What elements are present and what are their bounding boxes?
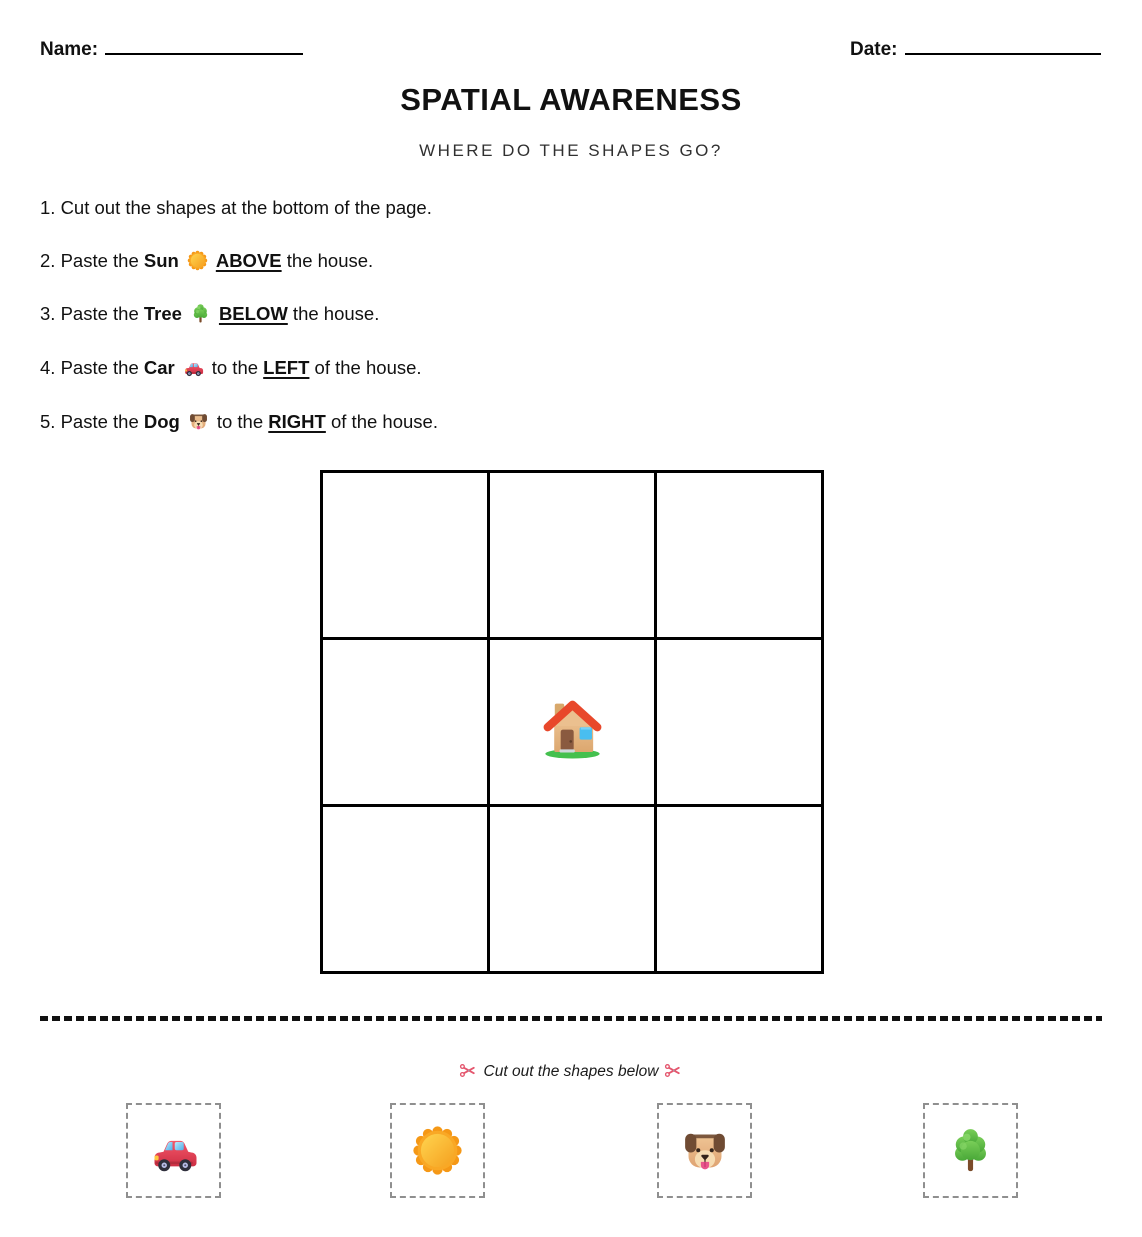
grid-cell-middle-right[interactable] — [656, 639, 823, 806]
page-title: SPATIAL AWARENESS — [400, 82, 742, 117]
grid-cell-top-left[interactable] — [322, 472, 489, 639]
instruction-4 — [40, 356, 422, 379]
car-icon — [147, 1124, 201, 1178]
placement-grid — [320, 470, 824, 974]
dog-icon — [678, 1124, 732, 1178]
instruction-5 — [40, 410, 438, 433]
cut-caption — [0, 1061, 1142, 1081]
grid-cell-middle-left[interactable] — [322, 639, 489, 806]
instruction-3-keyword: BELOW — [218, 303, 288, 324]
tree-icon — [944, 1124, 997, 1177]
scissors-icon — [664, 1061, 683, 1080]
cutout-piece-tree[interactable] — [923, 1103, 1018, 1198]
instruction-4-keyword: LEFT — [263, 357, 310, 378]
instruction-1 — [40, 196, 432, 219]
instruction-3-post: the house. — [287, 303, 380, 324]
instruction-4-pre: 4. Paste the — [40, 357, 144, 378]
instruction-2-pre: 2. Paste the — [40, 250, 144, 271]
cut-caption-text: Cut out the shapes below — [483, 1063, 659, 1080]
tree-icon — [189, 302, 212, 325]
grid-cell-bottom-left[interactable] — [322, 806, 489, 973]
grid-cell-middle-center[interactable] — [489, 639, 656, 806]
instruction-2-post: the house. — [281, 250, 374, 271]
name-line[interactable] — [105, 38, 303, 55]
instruction-2-item: Sun — [143, 250, 179, 271]
instruction-3 — [40, 302, 379, 325]
instruction-5-item: Dog — [143, 411, 180, 432]
scissors-icon — [459, 1061, 478, 1080]
cut-line — [40, 1016, 1102, 1021]
name-label: Name: — [40, 39, 99, 60]
cutout-piece-sun[interactable] — [390, 1103, 485, 1198]
instruction-3-item: Tree — [143, 303, 182, 324]
grid-cell-top-right[interactable] — [656, 472, 823, 639]
sun-icon — [186, 249, 209, 272]
instruction-5-pre: 5. Paste the — [40, 411, 144, 432]
grid-cell-bottom-center[interactable] — [489, 806, 656, 973]
instruction-4-post: of the house. — [309, 357, 422, 378]
instruction-2 — [40, 249, 373, 272]
grid-cell-top-center[interactable] — [489, 472, 656, 639]
dog-icon — [187, 410, 210, 433]
cutout-piece-car[interactable] — [126, 1103, 221, 1198]
date-label: Date: — [850, 39, 898, 60]
page-subtitle: WHERE DO THE SHAPES GO? — [419, 141, 723, 160]
house-icon — [530, 680, 615, 765]
instruction-5-post: of the house. — [325, 411, 438, 432]
instruction-2-keyword: ABOVE — [215, 250, 282, 271]
instruction-4-item: Car — [143, 357, 175, 378]
instruction-3-pre: 3. Paste the — [40, 303, 144, 324]
instruction-5-keyword: RIGHT — [268, 411, 326, 432]
grid-cell-bottom-right[interactable] — [656, 806, 823, 973]
date-field — [850, 38, 1101, 61]
sun-icon — [409, 1122, 466, 1179]
cutout-piece-dog[interactable] — [657, 1103, 752, 1198]
name-field — [40, 38, 303, 61]
instruction-5-mid: to the — [216, 411, 269, 432]
instruction-4-mid: to the — [211, 357, 264, 378]
instruction-1-text: 1. Cut out the shapes at the bottom of the page. — [40, 197, 432, 218]
car-icon — [182, 356, 205, 379]
date-line[interactable] — [905, 38, 1101, 55]
